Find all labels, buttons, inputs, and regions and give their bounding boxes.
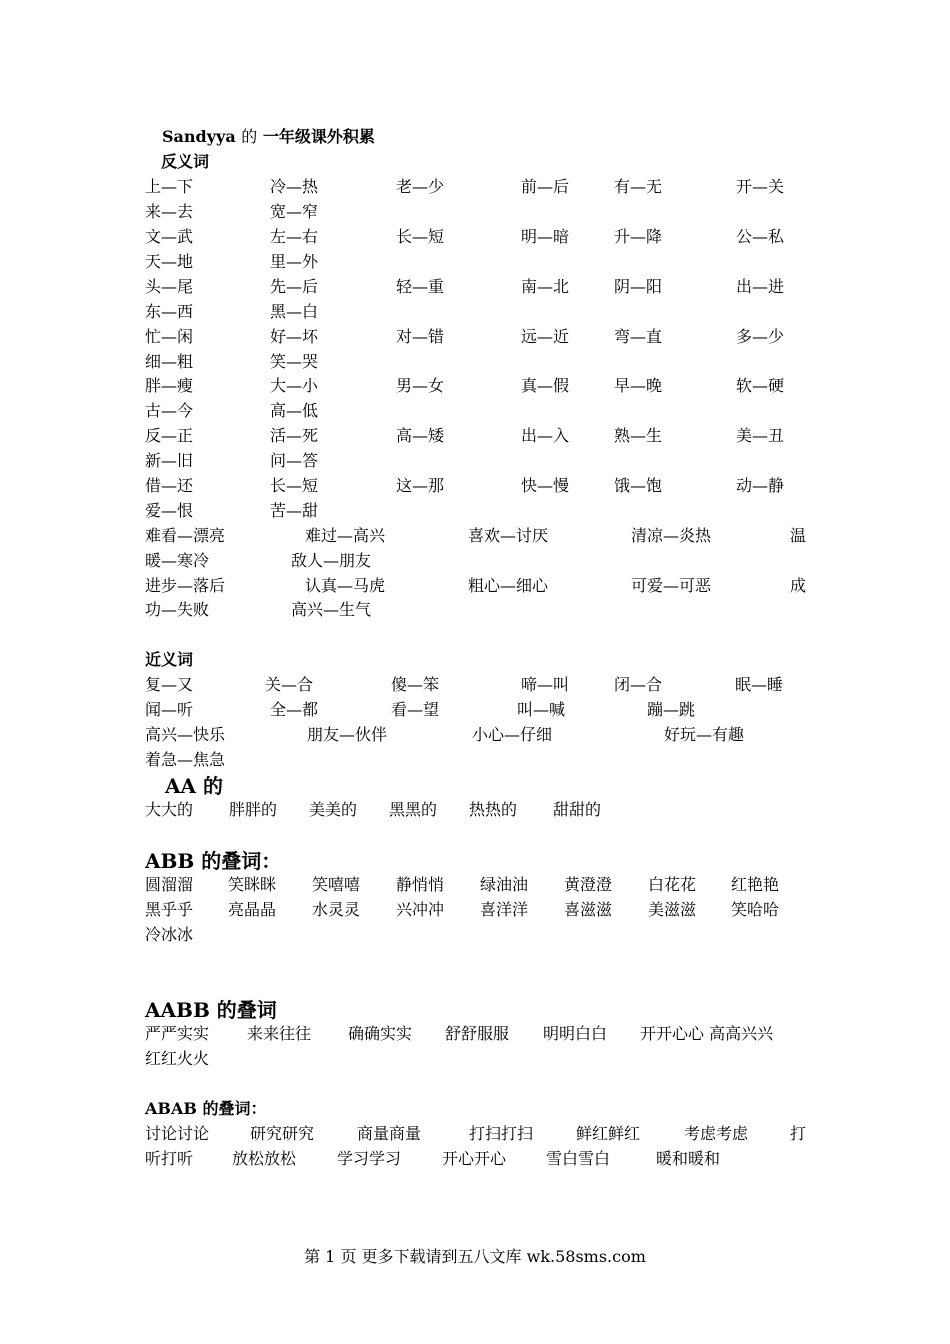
word-item: 白花花 [648,875,697,894]
word-item: 开心开心 [442,1149,507,1168]
word-item: 进步—落后 [145,576,226,595]
word-item: 公—私 [736,227,785,246]
word-item: 大—小 [270,376,319,395]
word-item: 爱—恨 [145,501,194,520]
word-item: 左—右 [270,227,319,246]
word-item: 远—近 [521,327,570,346]
word-item: 叫—喊 [517,700,566,719]
word-item: 新—旧 [145,451,194,470]
word-item: 高兴—生气 [291,600,372,619]
word-item: 东—西 [145,302,194,321]
word-item: 甜甜的 [553,800,602,819]
word-item: 朋友—伙伴 [307,725,388,744]
word-item: 可爱—可恶 [631,576,712,595]
word-item: 问—答 [270,451,319,470]
word-item: 古—今 [145,401,194,420]
word-item: 真—假 [521,376,570,395]
word-item: 严严实实 [145,1024,210,1043]
word-item: 老—少 [396,177,445,196]
abab-heading: ABAB 的叠词： [145,1099,267,1118]
word-item: 高—矮 [396,426,445,445]
word-item: 熟—生 [614,426,663,445]
word-item: 打 [790,1124,807,1143]
word-item: 笑—哭 [270,352,319,371]
word-item: 早—晚 [614,376,663,395]
word-item: 全—都 [270,700,319,719]
word-item: 上—下 [145,177,194,196]
word-item: 长—短 [396,227,445,246]
word-item: 美滋滋 [648,900,697,919]
word-item: 反—正 [145,426,194,445]
word-item: 难看—漂亮 [145,526,226,545]
title-main: 一年级课外积累 [262,127,375,146]
word-item: 红艳艳 [731,875,780,894]
word-item: 成 [790,576,807,595]
word-item: 敌人—朋友 [291,551,372,570]
word-item: 喜欢—讨厌 [468,526,549,545]
word-item: 关—合 [265,675,314,694]
word-item: 开开心心 高高兴兴 [640,1024,774,1043]
word-item: 冷—热 [270,177,319,196]
word-item: 美—丑 [736,426,785,445]
word-item: 热热的 [469,800,518,819]
aabb-heading: AABB 的叠词 [145,998,277,1022]
word-item: 来来往往 [247,1024,312,1043]
word-item: 胖—瘦 [145,376,194,395]
word-item: 胖胖的 [229,800,278,819]
word-item: 头—尾 [145,277,194,296]
word-item: 红红火火 [145,1049,210,1068]
word-item: 苦—甜 [270,501,319,520]
word-item: 喜洋洋 [480,900,529,919]
word-item: 黑黑的 [389,800,438,819]
word-item: 圆溜溜 [145,875,194,894]
word-item: 粗心—细心 [468,576,549,595]
word-item: 闻—听 [145,700,194,719]
word-item: 考虑考虑 [684,1124,749,1143]
word-item: 开—关 [736,177,785,196]
word-item: 天—地 [145,252,194,271]
word-item: 快—慢 [521,476,570,495]
abb-heading: ABB 的叠词： [145,849,282,873]
document-title [162,124,375,147]
word-item: 文—武 [145,227,194,246]
word-item: 鲜红鲜红 [576,1124,641,1143]
word-item: 啼—叫 [521,675,570,694]
word-item: 学习学习 [337,1149,402,1168]
word-item: 雪白雪白 [546,1149,611,1168]
title-de: 的 [241,127,258,146]
word-item: 高兴—快乐 [145,725,226,744]
word-item: 眠—睡 [735,675,784,694]
word-item: 清凉—炎热 [631,526,712,545]
word-item: 饿—饱 [614,476,663,495]
word-item: 好玩—有趣 [664,725,745,744]
word-item: 舒舒服服 [445,1024,510,1043]
word-item: 多—少 [736,327,785,346]
word-item: 弯—直 [614,327,663,346]
word-item: 高—低 [270,401,319,420]
word-item: 闭—合 [614,675,663,694]
word-item: 长—短 [270,476,319,495]
word-item: 商量商量 [357,1124,422,1143]
word-item: 复—又 [145,675,194,694]
word-item: 冷冰冰 [145,925,194,944]
word-item: 宽—窄 [270,202,319,221]
word-item: 大大的 [145,800,194,819]
word-item: 明明白白 [543,1024,608,1043]
word-item: 前—后 [521,177,570,196]
word-item: 黑乎乎 [145,900,194,919]
word-item: 笑哈哈 [731,900,780,919]
word-item: 喜滋滋 [564,900,613,919]
aa-heading: AA 的 [165,774,223,798]
word-item: 蹦—跳 [647,700,696,719]
word-item: 暖和暖和 [656,1149,721,1168]
word-item: 细—粗 [145,352,194,371]
word-item: 温 [790,526,807,545]
word-item: 暖—寒冷 [145,551,210,570]
word-item: 笑嘻嘻 [312,875,361,894]
word-item: 这—那 [396,476,445,495]
word-item: 听打听 [145,1149,194,1168]
word-item: 黄澄澄 [564,875,613,894]
word-item: 放松放松 [232,1149,297,1168]
word-item: 明—暗 [521,227,570,246]
word-item: 忙—闲 [145,327,194,346]
word-item: 水灵灵 [312,900,361,919]
page-footer: 第 1 页 更多下载请到五八文库 wk.58sms.com [304,1247,646,1266]
word-item: 静悄悄 [396,875,445,894]
word-item: 里—外 [270,252,319,271]
word-item: 亮晶晶 [228,900,277,919]
word-item: 活—死 [270,426,319,445]
word-item: 升—降 [614,227,663,246]
word-item: 认真—马虎 [305,576,386,595]
word-item: 先—后 [270,277,319,296]
word-item: 傻—笨 [391,675,440,694]
word-item: 来—去 [145,202,194,221]
word-item: 美美的 [309,800,358,819]
word-item: 黑—白 [270,302,319,321]
word-item: 绿油油 [480,875,529,894]
word-item: 有—无 [614,177,663,196]
antonyms-heading: 反义词 [161,152,210,171]
word-item: 动—静 [736,476,785,495]
word-item: 软—硬 [736,376,785,395]
word-item: 好—坏 [270,327,319,346]
title-name: Sandyya [162,127,236,146]
word-item: 讨论讨论 [145,1124,210,1143]
word-item: 南—北 [521,277,570,296]
word-item: 打扫打扫 [469,1124,534,1143]
word-item: 功—失败 [145,600,210,619]
word-item: 借—还 [145,476,194,495]
word-item: 研究研究 [250,1124,315,1143]
word-item: 难过—高兴 [305,526,386,545]
word-item: 男—女 [396,376,445,395]
word-item: 出—入 [521,426,570,445]
word-item: 确确实实 [348,1024,413,1043]
synonyms-heading: 近义词 [145,650,194,669]
word-item: 小心—仔细 [472,725,553,744]
word-item: 轻—重 [396,277,445,296]
word-item: 阴—阳 [614,277,663,296]
word-item: 看—望 [391,700,440,719]
word-item: 对—错 [396,327,445,346]
word-item: 着急—焦急 [145,750,226,769]
word-item: 兴冲冲 [396,900,445,919]
word-item: 笑眯眯 [228,875,277,894]
word-item: 出—进 [736,277,785,296]
